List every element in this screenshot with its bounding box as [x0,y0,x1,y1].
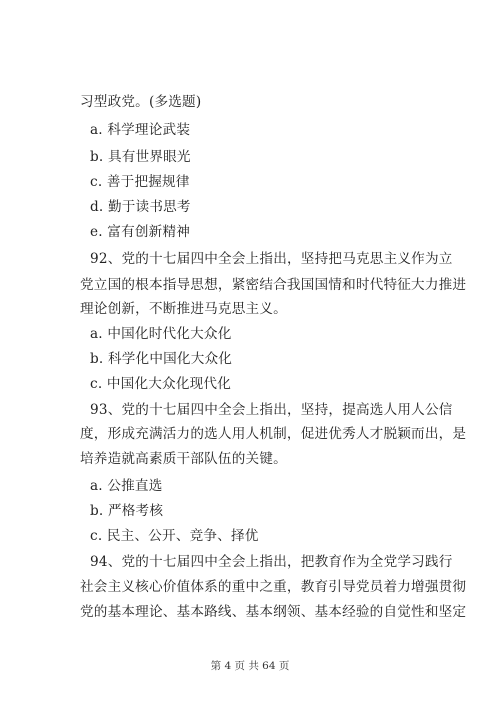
question-94-line-1: 94、党的十七届四中全会上指出，把教育作为全党学习践行 [90,554,453,570]
question-92-line-3: 理论创新，不断推进马克思主义。 [80,301,287,317]
question-93-line-1: 93、党的十七届四中全会上指出，坚持，提高选人用人公信 [90,402,453,418]
question-92-line-2: 党立国的根本指导思想，紧密结合我国国情和时代特征大力推进 [80,277,467,293]
option-e: e. 富有创新精神 [90,224,191,240]
text-line: 习型政党。(多选题) [80,94,202,110]
question-94-line-3: 党的基本理论、基本路线、基本纲领、基本经验的自觉性和坚定 [80,604,467,620]
question-94-line-2: 社会主义核心价值体系的重中之重，教育引导党员着力增强贯彻 [80,579,467,595]
option-d: d. 勤于读书思考 [90,199,191,215]
option-c: c. 善于把握规律 [90,174,190,190]
page-footer: 第 4 页 共 64 页 [210,660,290,672]
question-93-line-3: 培养造就高素质干部队伍的关键。 [80,451,287,467]
option-b: b. 具有世界眼光 [90,149,191,165]
option-b: b. 严格考核 [90,503,164,519]
option-a: a. 公推直选 [90,478,163,494]
option-c: c. 民主、公开、竞争、择优 [90,528,259,544]
option-c: c. 中国化大众化现代化 [90,376,231,392]
option-a: a. 科学理论武装 [90,122,191,138]
option-b: b. 科学化中国化大众化 [90,351,233,367]
question-92-line-1: 92、党的十七届四中全会上指出，坚持把马克思主义作为立 [90,251,453,267]
question-93-line-2: 度，形成充满活力的选人用人机制，促进优秀人才脱颖而出，是 [80,426,467,442]
option-a: a. 中国化时代化大众化 [90,326,232,342]
